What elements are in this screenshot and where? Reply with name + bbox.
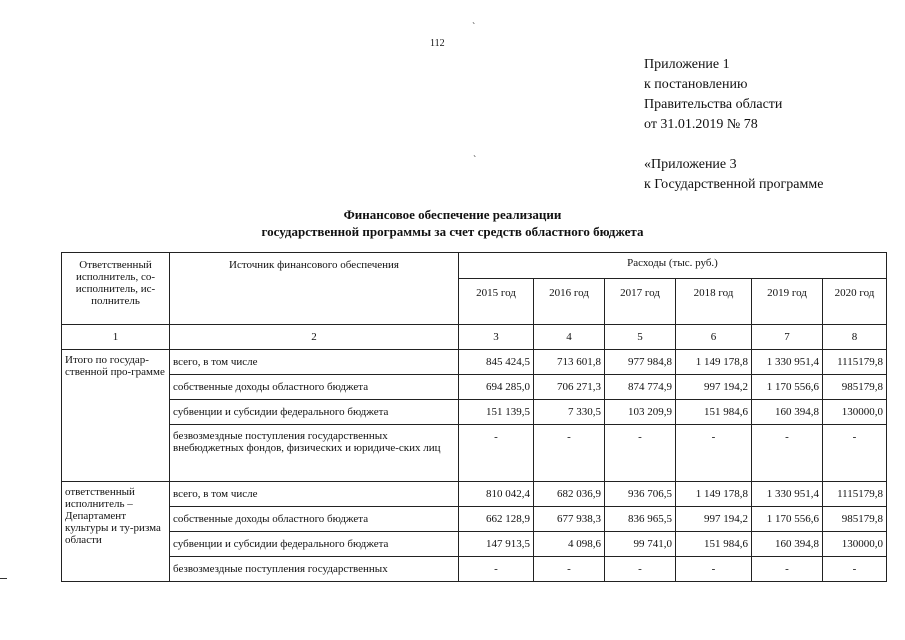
- value-cell: 874 774,9: [605, 375, 676, 400]
- column-number: 3: [459, 325, 534, 350]
- table-row: [62, 532, 887, 557]
- value-cell: 103 209,9: [605, 400, 676, 425]
- appendix-line: к Государственной программе: [644, 177, 824, 192]
- title-line: Финансовое обеспечение реализации: [343, 207, 562, 222]
- source-cell: субвенции и субсидии федерального бюджета: [170, 532, 459, 557]
- value-cell: -: [459, 557, 534, 582]
- column-number: 7: [752, 325, 823, 350]
- value-cell: -: [752, 557, 823, 582]
- column-number: 8: [823, 325, 887, 350]
- value-cell: 810 042,4: [459, 482, 534, 507]
- value-cell: 977 984,8: [605, 350, 676, 375]
- value-cell: 1115179,8: [823, 482, 887, 507]
- value-cell: 936 706,5: [605, 482, 676, 507]
- column-number: 6: [676, 325, 752, 350]
- value-cell: 694 285,0: [459, 375, 534, 400]
- value-cell: -: [605, 425, 676, 482]
- header-year: 2015 год: [459, 279, 534, 325]
- value-cell: 845 424,5: [459, 350, 534, 375]
- value-cell: 1 170 556,6: [752, 375, 823, 400]
- value-cell: 1 330 951,4: [752, 482, 823, 507]
- value-cell: -: [676, 557, 752, 582]
- value-cell: 662 128,9: [459, 507, 534, 532]
- value-cell: 997 194,2: [676, 507, 752, 532]
- table-row: [62, 557, 887, 582]
- table-row: [62, 425, 887, 482]
- appendix-header: [644, 55, 823, 195]
- value-cell: 997 194,2: [676, 375, 752, 400]
- value-cell: -: [752, 425, 823, 482]
- value-cell: 160 394,8: [752, 400, 823, 425]
- value-cell: 151 984,6: [676, 400, 752, 425]
- value-cell: -: [823, 557, 887, 582]
- value-cell: -: [676, 425, 752, 482]
- source-cell: безвозмездные поступления государственных: [170, 557, 459, 582]
- table-row: [62, 507, 887, 532]
- appendix-line: Правительства области: [644, 97, 783, 112]
- value-cell: 985179,8: [823, 375, 887, 400]
- document-title: [0, 206, 905, 240]
- value-cell: 682 036,9: [534, 482, 605, 507]
- value-cell: 1 170 556,6: [752, 507, 823, 532]
- header-year: 2017 год: [605, 279, 676, 325]
- value-cell: 160 394,8: [752, 532, 823, 557]
- source-cell: собственные доходы областного бюджета: [170, 375, 459, 400]
- header-source: Источник финансового обеспечения: [170, 253, 459, 325]
- margin-mark: [0, 578, 7, 579]
- scan-speck: `: [472, 22, 476, 33]
- value-cell: 147 913,5: [459, 532, 534, 557]
- value-cell: -: [459, 425, 534, 482]
- column-number: 4: [534, 325, 605, 350]
- header-responsible: Ответственный исполнитель, со-исполнитель, ис-полнитель: [62, 253, 170, 325]
- value-cell: 836 965,5: [605, 507, 676, 532]
- value-cell: 713 601,8: [534, 350, 605, 375]
- value-cell: 1115179,8: [823, 350, 887, 375]
- source-cell: субвенции и субсидии федерального бюджета: [170, 400, 459, 425]
- value-cell: -: [534, 557, 605, 582]
- column-number: 2: [170, 325, 459, 350]
- source-cell: собственные доходы областного бюджета: [170, 507, 459, 532]
- value-cell: -: [605, 557, 676, 582]
- value-cell: 151 139,5: [459, 400, 534, 425]
- source-cell: всего, в том числе: [170, 482, 459, 507]
- value-cell: 7 330,5: [534, 400, 605, 425]
- header-year: 2019 год: [752, 279, 823, 325]
- table-row: [62, 482, 887, 507]
- value-cell: 706 271,3: [534, 375, 605, 400]
- header-expenses: Расходы (тыс. руб.): [459, 253, 887, 279]
- source-cell: безвозмездные поступления государственных внебюджетных фондов, физических и юридиче-ских лиц: [170, 425, 459, 482]
- value-cell: 677 938,3: [534, 507, 605, 532]
- page-number: 112: [430, 38, 445, 49]
- table-row: [62, 350, 887, 375]
- value-cell: 1 149 178,8: [676, 482, 752, 507]
- appendix-line: «Приложение 3: [644, 157, 737, 172]
- responsible-cell: ответственный исполнитель – Департамент культуры и ту-ризма области: [62, 482, 170, 582]
- value-cell: 99 741,0: [605, 532, 676, 557]
- value-cell: 1 149 178,8: [676, 350, 752, 375]
- header-year: 2016 год: [534, 279, 605, 325]
- value-cell: 985179,8: [823, 507, 887, 532]
- value-cell: 130000,0: [823, 532, 887, 557]
- column-number: 5: [605, 325, 676, 350]
- source-cell: всего, в том числе: [170, 350, 459, 375]
- appendix-line: Приложение 1: [644, 57, 730, 72]
- value-cell: 130000,0: [823, 400, 887, 425]
- header-year: 2018 год: [676, 279, 752, 325]
- table-row: [62, 400, 887, 425]
- appendix-line: к постановлению: [644, 77, 748, 92]
- header-year: 2020 год: [823, 279, 887, 325]
- appendix-line: от 31.01.2019 № 78: [644, 117, 758, 132]
- value-cell: 4 098,6: [534, 532, 605, 557]
- value-cell: -: [823, 425, 887, 482]
- scan-speck: `: [473, 155, 477, 166]
- value-cell: -: [534, 425, 605, 482]
- financing-table: [61, 252, 887, 582]
- table-row: [62, 375, 887, 400]
- value-cell: 151 984,6: [676, 532, 752, 557]
- column-number: 1: [62, 325, 170, 350]
- value-cell: 1 330 951,4: [752, 350, 823, 375]
- title-line: государственной программы за счет средств областного бюджета: [261, 224, 644, 239]
- responsible-cell: Итого по государ-ственной про-грамме: [62, 350, 170, 482]
